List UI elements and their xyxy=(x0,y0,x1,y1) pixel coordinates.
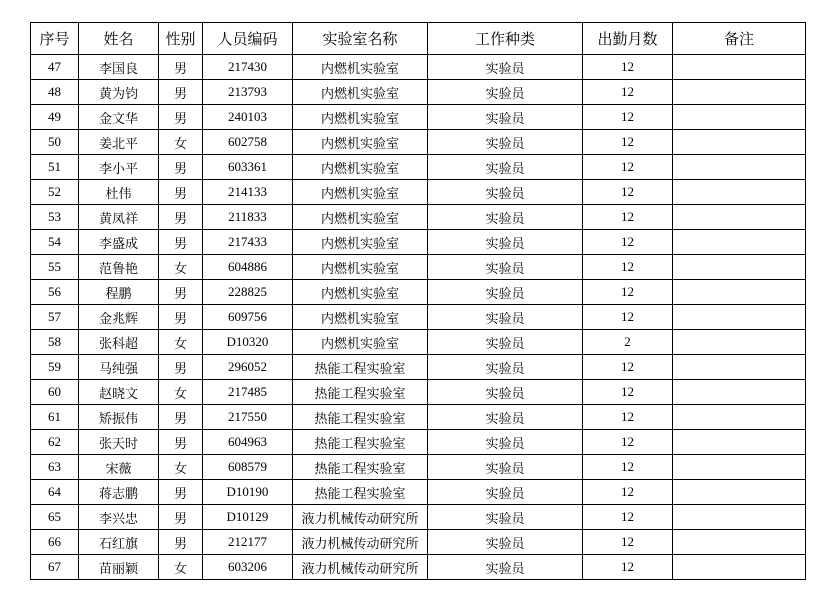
table-row xyxy=(31,155,806,180)
table-row xyxy=(31,80,806,105)
column-header-months: 出勤月数 xyxy=(583,23,673,55)
cell-code: 217485 xyxy=(203,380,293,405)
cell-lab: 液力机械传动研究所 xyxy=(293,505,428,530)
column-header-code: 人员编码 xyxy=(203,23,293,55)
cell-code: 602758 xyxy=(203,130,293,155)
table-row xyxy=(31,305,806,330)
cell-code: 604886 xyxy=(203,255,293,280)
cell-gender: 男 xyxy=(159,305,203,330)
table-row xyxy=(31,230,806,255)
cell-name: 苗丽颖 xyxy=(79,555,159,580)
cell-code: 211833 xyxy=(203,205,293,230)
cell-name: 金文华 xyxy=(79,105,159,130)
table-row xyxy=(31,530,806,555)
cell-months: 12 xyxy=(583,530,673,555)
cell-name: 姜北平 xyxy=(79,130,159,155)
cell-code: 217433 xyxy=(203,230,293,255)
cell-job: 实验员 xyxy=(428,80,583,105)
table-row xyxy=(31,280,806,305)
cell-gender: 男 xyxy=(159,480,203,505)
personnel-roster-table xyxy=(30,22,806,580)
cell-months: 12 xyxy=(583,455,673,480)
cell-gender: 女 xyxy=(159,255,203,280)
cell-name: 宋薇 xyxy=(79,455,159,480)
table-row xyxy=(31,355,806,380)
table-row xyxy=(31,55,806,80)
cell-job: 实验员 xyxy=(428,355,583,380)
cell-name: 范鲁艳 xyxy=(79,255,159,280)
cell-index: 64 xyxy=(31,480,79,505)
cell-gender: 男 xyxy=(159,430,203,455)
cell-job: 实验员 xyxy=(428,205,583,230)
cell-code: 604963 xyxy=(203,430,293,455)
cell-job: 实验员 xyxy=(428,330,583,355)
cell-remark xyxy=(673,505,806,530)
cell-name: 黄凤祥 xyxy=(79,205,159,230)
cell-code: 214133 xyxy=(203,180,293,205)
cell-months: 12 xyxy=(583,255,673,280)
cell-code: D10129 xyxy=(203,505,293,530)
cell-gender: 男 xyxy=(159,280,203,305)
table-row xyxy=(31,380,806,405)
table-row xyxy=(31,505,806,530)
cell-remark xyxy=(673,355,806,380)
cell-lab: 内燃机实验室 xyxy=(293,280,428,305)
cell-lab: 热能工程实验室 xyxy=(293,355,428,380)
cell-gender: 女 xyxy=(159,380,203,405)
column-header-job: 工作种类 xyxy=(428,23,583,55)
column-header-lab: 实验室名称 xyxy=(293,23,428,55)
cell-name: 蒋志鹏 xyxy=(79,480,159,505)
cell-gender: 男 xyxy=(159,55,203,80)
cell-remark xyxy=(673,380,806,405)
cell-months: 12 xyxy=(583,380,673,405)
cell-gender: 男 xyxy=(159,205,203,230)
cell-months: 12 xyxy=(583,130,673,155)
cell-job: 实验员 xyxy=(428,380,583,405)
cell-remark xyxy=(673,130,806,155)
cell-job: 实验员 xyxy=(428,55,583,80)
cell-months: 12 xyxy=(583,155,673,180)
cell-remark xyxy=(673,430,806,455)
table-header xyxy=(31,23,806,55)
cell-lab: 液力机械传动研究所 xyxy=(293,555,428,580)
cell-remark xyxy=(673,80,806,105)
cell-code: 240103 xyxy=(203,105,293,130)
cell-job: 实验员 xyxy=(428,130,583,155)
cell-index: 52 xyxy=(31,180,79,205)
cell-index: 58 xyxy=(31,330,79,355)
cell-job: 实验员 xyxy=(428,530,583,555)
cell-code: 296052 xyxy=(203,355,293,380)
cell-code: 213793 xyxy=(203,80,293,105)
cell-lab: 内燃机实验室 xyxy=(293,230,428,255)
cell-job: 实验员 xyxy=(428,555,583,580)
cell-job: 实验员 xyxy=(428,255,583,280)
cell-index: 65 xyxy=(31,505,79,530)
cell-index: 56 xyxy=(31,280,79,305)
cell-remark xyxy=(673,330,806,355)
cell-gender: 男 xyxy=(159,180,203,205)
cell-months: 12 xyxy=(583,305,673,330)
cell-gender: 男 xyxy=(159,530,203,555)
table-row xyxy=(31,205,806,230)
cell-gender: 女 xyxy=(159,130,203,155)
cell-remark xyxy=(673,305,806,330)
cell-months: 12 xyxy=(583,280,673,305)
cell-gender: 男 xyxy=(159,105,203,130)
cell-name: 程鹏 xyxy=(79,280,159,305)
cell-job: 实验员 xyxy=(428,480,583,505)
cell-job: 实验员 xyxy=(428,155,583,180)
cell-index: 59 xyxy=(31,355,79,380)
cell-job: 实验员 xyxy=(428,305,583,330)
cell-months: 12 xyxy=(583,55,673,80)
column-header-index: 序号 xyxy=(31,23,79,55)
cell-code: 603361 xyxy=(203,155,293,180)
cell-lab: 热能工程实验室 xyxy=(293,430,428,455)
cell-months: 12 xyxy=(583,480,673,505)
cell-code: D10320 xyxy=(203,330,293,355)
cell-remark xyxy=(673,455,806,480)
cell-name: 马纯强 xyxy=(79,355,159,380)
cell-lab: 内燃机实验室 xyxy=(293,255,428,280)
cell-code: 609756 xyxy=(203,305,293,330)
table-row xyxy=(31,430,806,455)
table-row xyxy=(31,480,806,505)
cell-index: 54 xyxy=(31,230,79,255)
cell-index: 48 xyxy=(31,80,79,105)
cell-months: 12 xyxy=(583,80,673,105)
cell-index: 61 xyxy=(31,405,79,430)
cell-job: 实验员 xyxy=(428,405,583,430)
cell-months: 12 xyxy=(583,180,673,205)
cell-lab: 内燃机实验室 xyxy=(293,80,428,105)
table-body xyxy=(31,55,806,580)
table-row xyxy=(31,555,806,580)
cell-remark xyxy=(673,180,806,205)
cell-name: 张天时 xyxy=(79,430,159,455)
cell-remark xyxy=(673,105,806,130)
cell-lab: 内燃机实验室 xyxy=(293,130,428,155)
cell-index: 51 xyxy=(31,155,79,180)
cell-index: 55 xyxy=(31,255,79,280)
cell-index: 57 xyxy=(31,305,79,330)
cell-job: 实验员 xyxy=(428,230,583,255)
table-header-row xyxy=(31,23,806,55)
cell-lab: 内燃机实验室 xyxy=(293,330,428,355)
cell-remark xyxy=(673,230,806,255)
cell-lab: 热能工程实验室 xyxy=(293,405,428,430)
cell-gender: 女 xyxy=(159,555,203,580)
cell-job: 实验员 xyxy=(428,505,583,530)
cell-lab: 热能工程实验室 xyxy=(293,455,428,480)
cell-job: 实验员 xyxy=(428,280,583,305)
cell-index: 67 xyxy=(31,555,79,580)
cell-remark xyxy=(673,255,806,280)
cell-name: 李小平 xyxy=(79,155,159,180)
cell-name: 黄为钧 xyxy=(79,80,159,105)
cell-index: 53 xyxy=(31,205,79,230)
cell-job: 实验员 xyxy=(428,455,583,480)
cell-name: 李国良 xyxy=(79,55,159,80)
cell-remark xyxy=(673,480,806,505)
table-row xyxy=(31,330,806,355)
cell-job: 实验员 xyxy=(428,105,583,130)
cell-remark xyxy=(673,555,806,580)
cell-gender: 男 xyxy=(159,405,203,430)
cell-remark xyxy=(673,280,806,305)
cell-lab: 热能工程实验室 xyxy=(293,380,428,405)
cell-lab: 液力机械传动研究所 xyxy=(293,530,428,555)
cell-name: 杜伟 xyxy=(79,180,159,205)
cell-code: 603206 xyxy=(203,555,293,580)
cell-gender: 女 xyxy=(159,330,203,355)
cell-gender: 女 xyxy=(159,455,203,480)
cell-code: 212177 xyxy=(203,530,293,555)
cell-code: D10190 xyxy=(203,480,293,505)
cell-lab: 内燃机实验室 xyxy=(293,180,428,205)
table-row xyxy=(31,130,806,155)
cell-remark xyxy=(673,205,806,230)
cell-lab: 热能工程实验室 xyxy=(293,480,428,505)
cell-name: 李兴忠 xyxy=(79,505,159,530)
cell-gender: 男 xyxy=(159,230,203,255)
cell-months: 2 xyxy=(583,330,673,355)
cell-months: 12 xyxy=(583,230,673,255)
cell-name: 矫振伟 xyxy=(79,405,159,430)
cell-lab: 内燃机实验室 xyxy=(293,305,428,330)
cell-code: 608579 xyxy=(203,455,293,480)
cell-lab: 内燃机实验室 xyxy=(293,55,428,80)
cell-code: 217430 xyxy=(203,55,293,80)
cell-code: 228825 xyxy=(203,280,293,305)
cell-months: 12 xyxy=(583,555,673,580)
cell-name: 金兆辉 xyxy=(79,305,159,330)
cell-job: 实验员 xyxy=(428,180,583,205)
cell-index: 49 xyxy=(31,105,79,130)
table-row xyxy=(31,180,806,205)
cell-code: 217550 xyxy=(203,405,293,430)
cell-remark xyxy=(673,155,806,180)
cell-remark xyxy=(673,530,806,555)
cell-name: 李盛成 xyxy=(79,230,159,255)
table-row xyxy=(31,255,806,280)
cell-gender: 男 xyxy=(159,505,203,530)
table-row xyxy=(31,455,806,480)
cell-index: 50 xyxy=(31,130,79,155)
cell-lab: 内燃机实验室 xyxy=(293,155,428,180)
cell-months: 12 xyxy=(583,430,673,455)
cell-index: 62 xyxy=(31,430,79,455)
cell-months: 12 xyxy=(583,205,673,230)
cell-index: 60 xyxy=(31,380,79,405)
column-header-remark: 备注 xyxy=(673,23,806,55)
cell-gender: 男 xyxy=(159,355,203,380)
cell-remark xyxy=(673,405,806,430)
cell-gender: 男 xyxy=(159,80,203,105)
cell-months: 12 xyxy=(583,405,673,430)
table-row xyxy=(31,105,806,130)
cell-months: 12 xyxy=(583,505,673,530)
cell-lab: 内燃机实验室 xyxy=(293,205,428,230)
table-row xyxy=(31,405,806,430)
cell-index: 66 xyxy=(31,530,79,555)
cell-months: 12 xyxy=(583,355,673,380)
cell-name: 赵晓文 xyxy=(79,380,159,405)
cell-name: 石红旗 xyxy=(79,530,159,555)
cell-job: 实验员 xyxy=(428,430,583,455)
cell-index: 63 xyxy=(31,455,79,480)
cell-lab: 内燃机实验室 xyxy=(293,105,428,130)
cell-index: 47 xyxy=(31,55,79,80)
column-header-name: 姓名 xyxy=(79,23,159,55)
column-header-gender: 性别 xyxy=(159,23,203,55)
cell-name: 张科超 xyxy=(79,330,159,355)
cell-gender: 男 xyxy=(159,155,203,180)
cell-months: 12 xyxy=(583,105,673,130)
cell-remark xyxy=(673,55,806,80)
